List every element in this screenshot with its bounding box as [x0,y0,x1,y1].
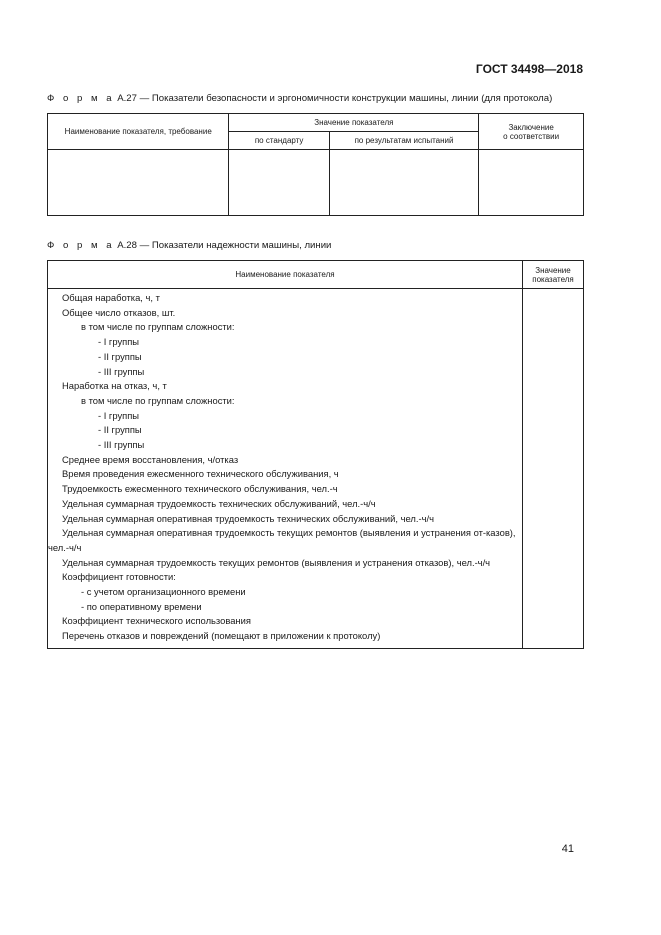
form28-col-value [523,261,584,289]
table-row: Перечень отказов и повреждений (помещают в приложении к протоколу) [62,630,381,642]
form28-table [47,260,584,649]
table-row: Время проведения ежесменного технического обслуживания, ч [62,468,339,480]
table-row: - I группы [98,336,140,348]
form28-col-value-line2: показателя [532,274,574,284]
table-row: в том числе по группам сложности: [81,321,235,333]
form27-col-results: по результатам испытаний [329,132,478,150]
form28-caption [47,240,331,251]
table-row: Удельная суммарная трудоемкость текущих ремонтов (выявления и устранения отказов), чел.-ч/ч [62,556,491,568]
table-row: Трудоемкость ежесменного технического обслуживания, чел.-ч [62,483,338,495]
table-row: Общая наработка, ч, т [62,292,160,303]
table-row: Удельная суммарная оперативная трудоемкость технических обслуживаний, чел.-ч/ч [62,512,434,524]
form27-col-conclusion-line2: о соответствии [503,131,560,141]
table-row: - с учетом организационного времени [81,586,246,598]
form27-table [47,113,584,216]
form27-col-standard: по стандарту [229,132,329,150]
form28-col-name: Наименование показателя [48,261,523,289]
table-row: - III группы [98,365,145,377]
form27-empty-cell [48,150,229,216]
form28-caption-text: А.28 — Показатели надежности машины, линии [117,240,332,251]
form27-caption-text: А.27 — Показатели безопасности и эргономичности конструкции машины, линии (для протокола) [117,93,553,104]
table-row: - II группы [98,424,142,436]
form28-value-cell [523,289,584,649]
form27-col-conclusion [479,114,584,150]
form28-col-value-line1: Значение [535,265,571,275]
table-row: Коэффициент технического использования [62,615,251,627]
form27-col-value: Значение показателя [229,114,479,132]
form27-word: Ф о р м а [47,93,115,104]
table-row: Удельная суммарная оперативная трудоемкость текущих ремонтов (выявления и устранения от-казов), чел.-ч/ч [48,527,516,553]
table-row: Наработка на отказ, ч, т [62,380,167,392]
form27-empty-cell [479,150,584,216]
table-row: Удельная суммарная трудоемкость технических обслуживаний, чел.-ч/ч [62,497,376,509]
table-row: Общее число отказов, шт. [62,306,176,318]
table-row: в том числе по группам сложности: [81,394,235,406]
form28-rows-cell [48,289,523,649]
table-row: - по оперативному времени [81,600,202,612]
form28-word: Ф о р м а [47,240,115,251]
document-standard-number: ГОСТ 34498—2018 [475,62,583,76]
form27-empty-cell [329,150,478,216]
form27-caption [47,93,552,104]
table-row: - II группы [98,350,142,362]
form27-col-conclusion-line1: Заключение [508,122,554,132]
page-number: 41 [561,843,574,855]
table-row: - I группы [98,409,140,421]
form27-empty-cell [229,150,329,216]
table-row: Коэффициент готовности: [62,571,176,583]
table-row: - III группы [98,439,145,451]
table-row: Среднее время восстановления, ч/отказ [62,453,239,465]
form27-col-name: Наименование показателя, требование [48,114,229,150]
